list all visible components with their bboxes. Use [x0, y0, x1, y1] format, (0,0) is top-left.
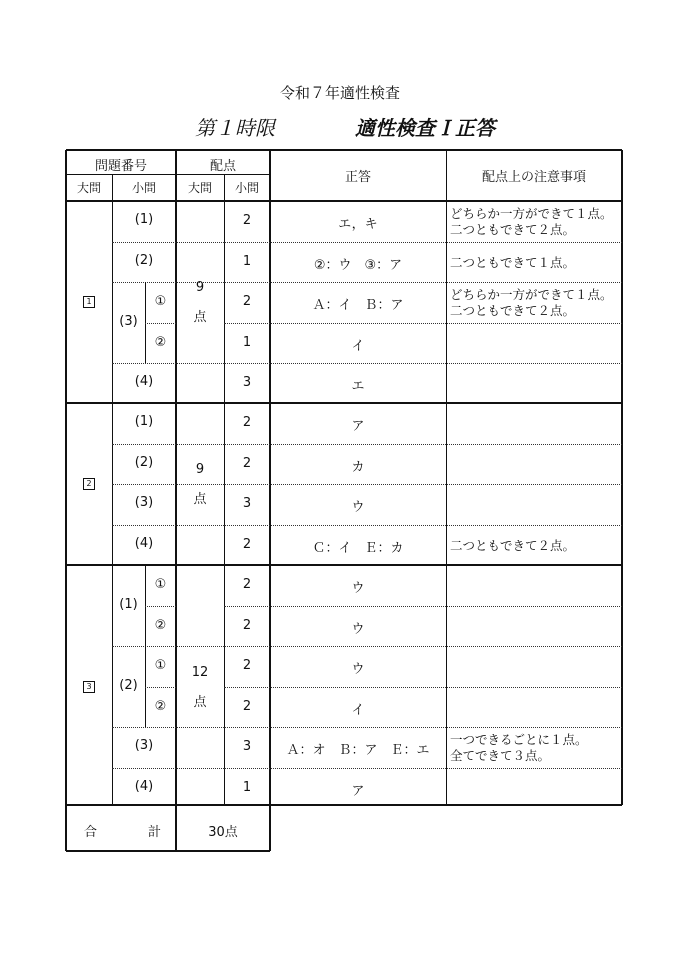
- table-rule: [112, 525, 224, 526]
- minor-question-number: (1): [119, 596, 138, 612]
- minor-points: 2: [242, 455, 252, 471]
- exam-name: 適性検査Ｉ正答: [355, 116, 495, 140]
- table-rule: [112, 363, 224, 364]
- minor-points: 2: [242, 658, 252, 673]
- answer: ウ: [351, 662, 365, 677]
- table-rule: [224, 323, 622, 324]
- total-label-b: 計: [148, 825, 162, 840]
- answer: エ: [351, 379, 365, 394]
- minor-question-number: (4): [134, 374, 154, 390]
- section-number: 3: [83, 681, 95, 693]
- minor-question-number: (2): [119, 677, 138, 693]
- minor-question-number: (2): [134, 454, 154, 470]
- section-points-unit: 点: [193, 492, 207, 507]
- sub-question-number: ②: [154, 617, 167, 633]
- section-points-unit: 点: [193, 310, 207, 326]
- table-rule: [224, 525, 622, 526]
- answer: Ａ：オ Ｂ：ア Ｅ：エ: [286, 743, 430, 758]
- minor-points: 1: [242, 779, 252, 795]
- period-title: 第１時限: [195, 116, 275, 140]
- table-rule: [621, 150, 623, 805]
- minor-points: 2: [242, 536, 252, 552]
- header-question-number: 問題番号: [94, 159, 147, 174]
- minor-question-number: (1): [134, 212, 154, 228]
- minor-points: 2: [242, 415, 252, 430]
- minor-points: 2: [242, 698, 252, 714]
- section-number: 1: [83, 296, 95, 308]
- table-rule: [224, 727, 622, 728]
- table-rule: [224, 687, 622, 688]
- table-rule: [145, 323, 176, 324]
- header-answer: 正答: [344, 170, 371, 185]
- section-points: 9: [195, 280, 205, 296]
- sub-question-number: ②: [154, 334, 167, 350]
- minor-points: 3: [242, 739, 252, 754]
- table-rule: [112, 444, 224, 445]
- section-points-unit: 点: [193, 694, 207, 710]
- table-rule: [66, 200, 622, 202]
- answer: ア: [351, 783, 365, 799]
- table-rule: [224, 282, 622, 283]
- table-rule: [66, 850, 270, 852]
- minor-points: 1: [242, 253, 252, 269]
- header-minor-points: 小問: [234, 181, 259, 195]
- scoring-note: 全てできて３点。: [450, 748, 551, 763]
- header-points: 配点: [209, 159, 236, 174]
- table-rule: [112, 484, 224, 485]
- scoring-note: どちらか一方ができて１点。: [450, 287, 613, 302]
- sub-question-number: ①: [154, 577, 167, 592]
- table-rule: [112, 768, 224, 769]
- scoring-note: 一つできるごとに１点。: [450, 732, 588, 747]
- table-rule: [112, 727, 224, 728]
- table-rule: [224, 768, 622, 769]
- scoring-note: 二つともできて１点。: [450, 254, 576, 270]
- table-rule: [65, 150, 67, 851]
- header-major-points: 大問: [187, 181, 212, 195]
- minor-question-number: (4): [134, 778, 154, 794]
- scoring-note: 二つともできて２点。: [450, 537, 576, 553]
- minor-points: 2: [242, 294, 252, 309]
- table-rule: [145, 687, 176, 688]
- section-points: 9: [195, 462, 205, 477]
- total-label-a: 合: [84, 825, 98, 840]
- minor-points: 3: [242, 496, 252, 511]
- total-value: 30点: [208, 825, 238, 840]
- header-notes: 配点上の注意事項: [481, 170, 586, 185]
- table-rule: [224, 606, 622, 607]
- answer: イ: [351, 702, 365, 718]
- minor-points: 1: [242, 334, 252, 350]
- sub-question-number: ②: [154, 698, 167, 714]
- minor-question-number: (3): [134, 495, 154, 511]
- minor-points: 2: [242, 577, 252, 592]
- minor-question-number: (3): [134, 738, 154, 754]
- table-rule: [112, 174, 113, 805]
- section-points: 12: [191, 664, 209, 680]
- answer: ア: [351, 419, 365, 434]
- table-rule: [66, 804, 622, 806]
- table-rule: [112, 242, 224, 243]
- answer: エ，キ: [338, 217, 378, 232]
- header-minor: 小問: [131, 181, 156, 195]
- minor-question-number: (2): [134, 252, 154, 268]
- answer: ②：ウ ③：ア: [313, 257, 403, 273]
- sub-question-number: ①: [154, 294, 167, 309]
- sub-question-number: ①: [154, 658, 167, 673]
- table-rule: [145, 606, 176, 607]
- exam-title: 令和７年適性検査: [279, 84, 400, 102]
- answer: Ａ：イ Ｂ：ア: [312, 298, 404, 313]
- minor-points: 2: [242, 213, 252, 228]
- scoring-note: どちらか一方ができて１点。: [450, 206, 613, 221]
- scoring-note: 二つともできて２点。: [450, 222, 576, 237]
- header-major: 大問: [76, 181, 101, 195]
- answer: イ: [351, 338, 365, 354]
- scoring-note: 二つともできて２点。: [450, 303, 576, 318]
- minor-question-number: (3): [119, 313, 138, 329]
- table-rule: [112, 646, 224, 647]
- answer: ウ: [351, 500, 365, 515]
- minor-points: 2: [242, 617, 252, 633]
- table-rule: [224, 646, 622, 647]
- answer: ウ: [351, 581, 365, 596]
- answer: Ｃ：イ Ｅ：カ: [312, 540, 404, 556]
- table-rule: [224, 242, 622, 243]
- table-rule: [66, 564, 622, 566]
- table-rule: [224, 484, 622, 485]
- table-rule: [224, 444, 622, 445]
- answer: カ: [351, 459, 365, 475]
- table-rule: [66, 149, 622, 151]
- minor-question-number: (4): [134, 535, 154, 551]
- section-number: 2: [83, 478, 95, 490]
- table-rule: [224, 363, 622, 364]
- minor-points: 3: [242, 375, 252, 390]
- minor-question-number: (1): [134, 414, 154, 430]
- answer: ウ: [351, 621, 365, 637]
- table-rule: [66, 402, 622, 404]
